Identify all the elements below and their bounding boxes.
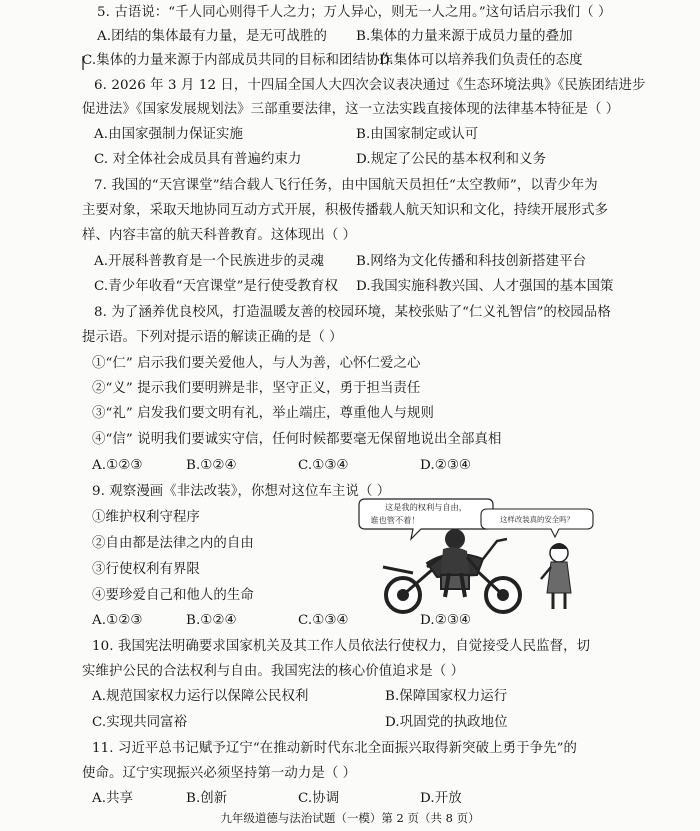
q9-statement-2: ②自由都是法律之内的自由 — [92, 536, 254, 551]
owner-speech-line1: 这是我的权利与自由， — [385, 502, 467, 512]
q6-stem-line2: 促进法》《国家发展规划法》三部重要法律，这一立法实践直接体现的法律基本特征是（ ） — [82, 102, 620, 117]
q10-stem-line1: 10. 我国宪法明确要求国家机关及其工作人员依法行使权力，自觉接受人民监督，切 — [92, 639, 591, 654]
q8-option-c: C.①③④ — [298, 458, 349, 473]
q6-option-c: C. 对全体社会成员具有普遍约束力 — [94, 152, 302, 167]
child-speech-bubble — [481, 509, 593, 537]
q9-stem: 9. 观察漫画《非法改装》，你想对这位车主说（ ） — [92, 484, 391, 499]
page-footer: 九年级道德与法治试题（一模）第 2 页（共 8 页） — [220, 811, 480, 825]
q10-option-d: D.巩固党的执政地位 — [385, 715, 508, 730]
q6-option-a: A.由国家强制力保证实施 — [94, 127, 244, 142]
q8-option-a: A.①②③ — [92, 458, 143, 473]
q9-option-a: A.①②③ — [92, 613, 143, 628]
q11-option-d: D.开放 — [420, 791, 462, 806]
q10-stem-line2: 实维护公民的合法权利与自由。我国宪法的核心价值追求是（ ） — [82, 664, 465, 679]
q11-option-a: A.共享 — [92, 791, 134, 806]
illegal-modification-cartoon — [355, 497, 595, 619]
q7-stem-line1: 7. 我国的“天宫课堂”结合载人飞行任务，由中国航天员担任“太空教师”，以青少年为 — [94, 178, 598, 193]
q6-stem-line1: 6. 2026 年 3 月 12 日，十四届全国人大四次会议表决通过《生态环境法典》《民族团结进步 — [94, 78, 646, 93]
q5-option-a: A.团结的集体最有力量，是无可战胜的 — [97, 29, 327, 44]
q5-option-d: D.集体可以培养我们负责任的态度 — [379, 53, 583, 68]
q11-stem-line1: 11. 习近平总书记赋予辽宁“在推动新时代东北全面振兴取得新突破上勇于争先”的 — [92, 741, 578, 756]
q11-stem-line2: 使命。辽宁实现振兴必须坚持第一动力是（ ） — [82, 766, 357, 781]
q8-option-d: D.②③④ — [420, 458, 472, 473]
q7-stem-line3: 样、内容丰富的航天科普教育。这体现出（ ） — [82, 228, 357, 243]
q6-option-d: D.规定了公民的基本权利和义务 — [356, 152, 547, 167]
q10-option-b: B.保障国家权力运行 — [385, 689, 508, 704]
child-figure — [541, 543, 571, 609]
q9-option-c: C.①③④ — [298, 613, 349, 628]
q8-statement-2: ②“义” 提示我们要明辨是非，坚守正义，勇于担当责任 — [92, 381, 421, 396]
q6-option-b: B.由国家制定或认可 — [356, 127, 479, 142]
child-speech-text: 这样改装真的安全吗？ — [500, 515, 574, 524]
q8-statement-1: ①“仁” 启示我们要关爱他人，与人为善，心怀仁爱之心 — [92, 356, 421, 371]
q7-option-b: B.网络为文化传播和科技创新搭建平台 — [356, 254, 587, 269]
q5-option-b: B.集体的力量来源于成员力量的叠加 — [356, 29, 573, 44]
q9-statement-3: ③行使权利有界限 — [92, 562, 200, 577]
q7-stem-line2: 主要对象，采取天地协同互动方式开展，积极传播载人航天知识和文化，持续开展形式多 — [82, 203, 609, 218]
owner-speech-line2: 谁也管不着！ — [370, 515, 420, 525]
q7-option-d: D.我国实施科教兴国、人才强国的基本国策 — [356, 279, 614, 294]
owner-speech-bubble — [359, 499, 493, 539]
q10-option-a: A.规范国家权力运行以保障公民权利 — [92, 689, 309, 704]
q10-option-c: C.实现共同富裕 — [92, 715, 188, 730]
q9-option-b: B.①②④ — [186, 613, 237, 628]
q7-option-c: C.青少年收看“天宫课堂”是行使受教育权 — [94, 279, 338, 294]
q5-option-c: C.集体的力量来源于内部成员共同的目标和团结协作 — [82, 53, 394, 68]
q9-option-d: D.②③④ — [420, 613, 472, 628]
q11-option-c: C.协调 — [298, 791, 340, 806]
q5-stem: 5. 古语说：“千人同心则得千人之力；万人异心，则无一人之用。”这句话启示我们（ ） — [97, 5, 612, 20]
q8-stem-line2: 提示语。下列对提示语的解读正确的是（ ） — [82, 330, 343, 345]
q7-option-a: A.开展科普教育是一个民族进步的灵魂 — [94, 254, 324, 269]
q8-option-b: B.①②④ — [186, 458, 237, 473]
q11-option-b: B.创新 — [186, 791, 228, 806]
q8-stem-line1: 8. 为了涵养优良校风，打造温暖友善的校园环境，某校张贴了“仁义礼智信”的校园品格 — [94, 305, 611, 320]
q8-statement-3: ③“礼” 启发我们要文明有礼，举止端庄，尊重他人与规则 — [92, 406, 435, 421]
q8-statement-4: ④“信” 说明我们要诚实守信，任何时候都要毫无保留地说出全部真相 — [92, 432, 502, 447]
q9-statement-4: ④要珍爱自己和他人的生命 — [92, 588, 254, 603]
q9-statement-1: ①维护权利守程序 — [92, 510, 200, 525]
